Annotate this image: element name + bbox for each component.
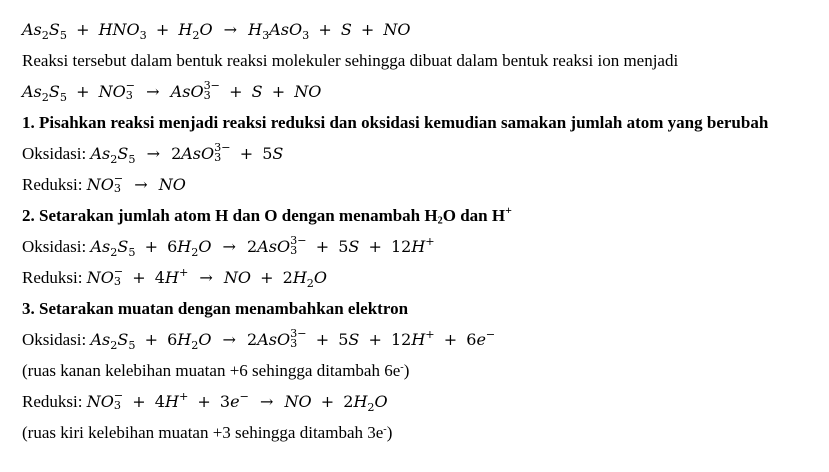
document (22, 17, 822, 451)
step-2-reduction: Reduksi: NO − 3 + 4H+ → NO + $2H_2O$ (22, 264, 328, 290)
step-1-heading: 1. Pisahkan reaksi menjadi reaksi reduksi dan oksidasi kemudian samakan jumlah atom yang berubah (22, 113, 769, 132)
step-2-oxidation: Oksidasi: $As_2S_5 + 6H_2O \to 2AsO$ 3− 3 + 5S + 12H+ (22, 233, 435, 259)
step-3-heading: 3. Setarakan muatan dengan menambahkan elektron (22, 299, 409, 318)
reduction-label: Reduksi: (22, 268, 87, 287)
note-right-side-charge: (ruas kanan kelebihan muatan +6 sehingga ditambah 6e-) (22, 361, 410, 380)
note-left-side-charge: (ruas kiri kelebihan muatan +3 sehingga ditambah 3e-) (22, 423, 393, 442)
oxidation-label: Oksidasi: (22, 144, 91, 163)
step-2-heading: 2. Setarakan jumlah atom H dan O dengan menambah H2O dan H+ (22, 202, 512, 227)
paragraph-text: Reaksi tersebut dalam bentuk reaksi molekuler sehingga dibuat dalam bentuk reaksi ion menjadi (22, 51, 679, 70)
step-3-reduction: Reduksi: NO − 3 + 4H+ + 3e− → NO + $2H_2O$ (22, 388, 388, 414)
ionic-equation: $As_2S_5$ + NO − 3 → AsO 3− 3 + S + NO (22, 78, 322, 104)
step-1-reduction: Reduksi: NO − 3 → NO (22, 171, 186, 196)
reduction-label: Reduksi: (22, 392, 87, 411)
step-3-oxidation: Oksidasi: $As_2S_5 + 6H_2O \to 2AsO$ 3− 3 + 5S + 12H+ + 6e− (22, 326, 496, 352)
molecular-equation: $As_2S_5 + HNO_3 + H_2O \to H_3AsO_3 + S$ + NO (22, 20, 411, 42)
step-1-oxidation: Oksidasi: $As_2S_5 \to 2AsO$ 3− 3 + 5S (22, 140, 284, 166)
oxidation-label: Oksidasi: (22, 237, 91, 256)
reduction-label: Reduksi: (22, 175, 87, 194)
oxidation-label: Oksidasi: (22, 330, 91, 349)
